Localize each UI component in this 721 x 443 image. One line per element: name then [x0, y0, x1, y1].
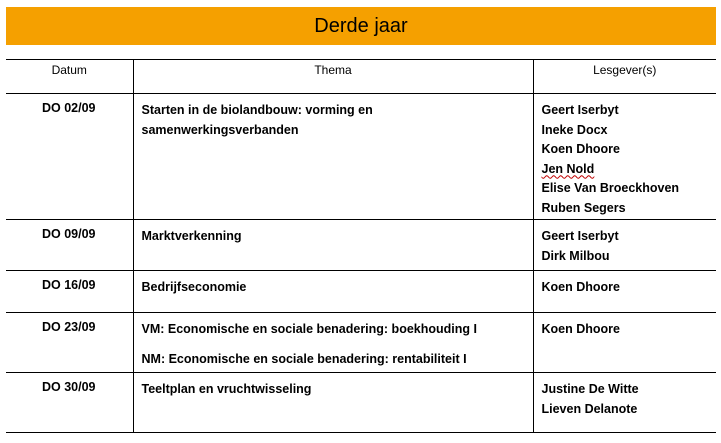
date-cell: DO 02/09	[6, 94, 133, 220]
teacher-name-text: Jen Nold	[541, 161, 595, 176]
title-banner	[6, 7, 716, 45]
theme-line: NM: Economische en sociale benadering: rentabiliteit I	[141, 351, 467, 366]
teacher-name: Ruben Segers	[541, 200, 626, 215]
teacher-cell	[533, 313, 716, 373]
theme-cell	[133, 220, 533, 271]
column-header-theme: Thema	[133, 60, 533, 94]
theme-line: Teeltplan en vruchtwisseling	[141, 382, 312, 396]
teacher-name: Koen Dhoore	[541, 142, 620, 156]
teacher-cell	[533, 94, 716, 220]
teacher-name: Geert Iserbyt	[541, 103, 619, 117]
header-row	[6, 60, 716, 94]
theme-cell	[133, 94, 533, 220]
date-cell: DO 16/09	[6, 271, 133, 313]
teacher-name: Geert Iserbyt	[541, 229, 619, 243]
table-row	[6, 94, 716, 220]
teacher-name: Elise Van Broeckhoven	[541, 181, 680, 195]
table-row	[6, 313, 716, 373]
theme-line: Marktverkenning	[141, 229, 242, 243]
theme-line: VM: Economische en sociale benadering: boekhouding I	[141, 322, 477, 336]
table-row	[6, 271, 716, 313]
teacher-cell	[533, 271, 716, 313]
theme-cell	[133, 373, 533, 433]
teacher-cell	[533, 220, 716, 271]
teacher-name: Ineke Docx	[541, 122, 608, 137]
table-row	[6, 220, 716, 271]
date-cell: DO 23/09	[6, 313, 133, 373]
theme-cell	[133, 271, 533, 313]
teacher-name	[542, 160, 709, 180]
teacher-name: Koen Dhoore	[541, 322, 620, 336]
paragraph-gap	[142, 340, 525, 350]
theme-cell	[133, 313, 533, 373]
date-cell: DO 30/09	[6, 373, 133, 433]
theme-line: Bedrijfseconomie	[141, 280, 247, 294]
schedule-table	[6, 59, 716, 433]
theme-line: Starten in de biolandbouw: vorming en	[141, 103, 373, 117]
theme-line: samenwerkingsverbanden	[141, 122, 299, 137]
page-title: Derde jaar	[314, 14, 408, 37]
teacher-name: Lieven Delanote	[541, 401, 638, 416]
teacher-name: Koen Dhoore	[541, 280, 620, 294]
date-cell: DO 09/09	[6, 220, 133, 271]
table-row	[6, 373, 716, 433]
teacher-name: Justine De Witte	[541, 382, 639, 396]
teacher-name: Dirk Milbou	[541, 248, 610, 263]
teacher-cell	[533, 373, 716, 433]
column-header-date: Datum	[6, 60, 133, 94]
column-header-teacher: Lesgever(s)	[533, 60, 716, 94]
